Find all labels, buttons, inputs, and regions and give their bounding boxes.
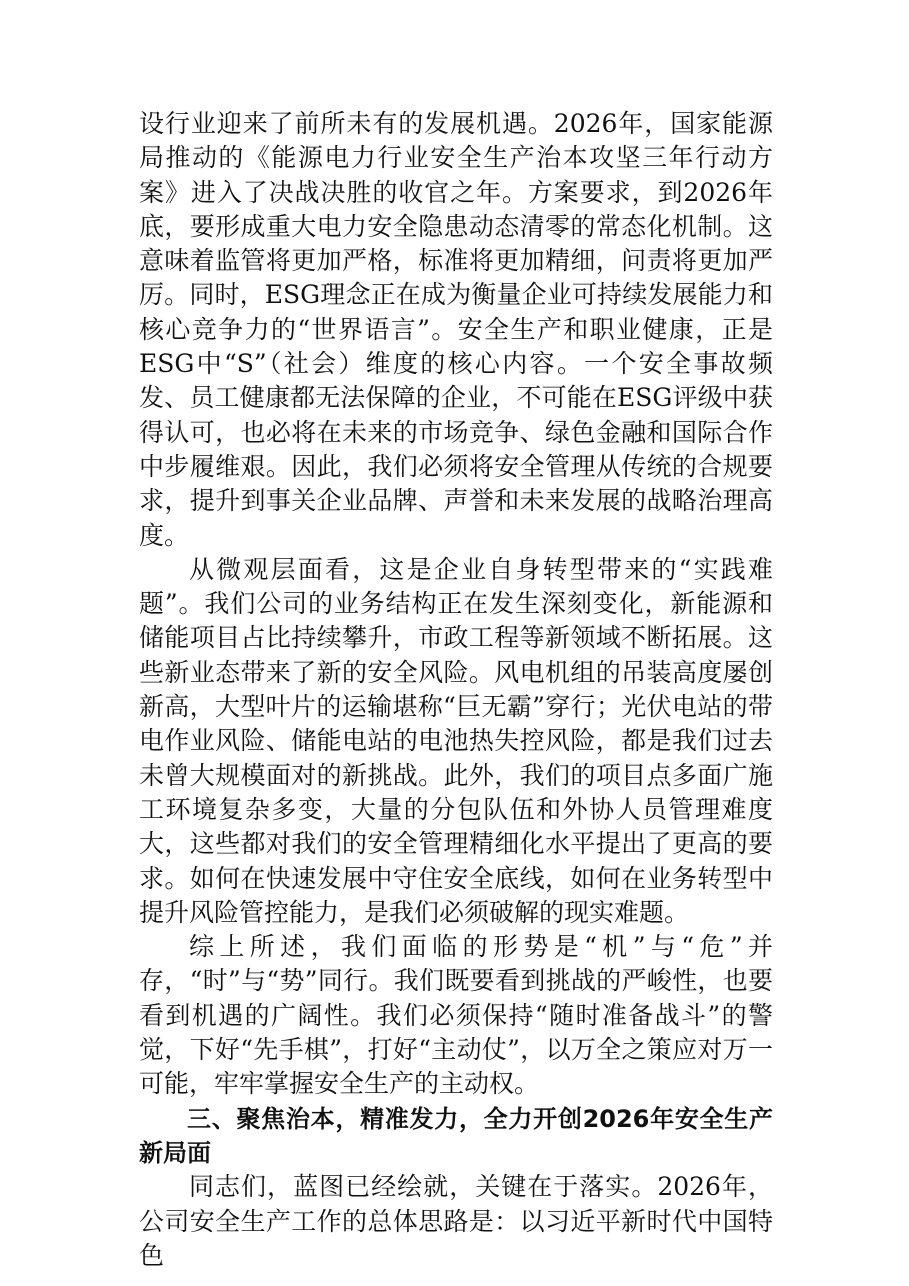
paragraph-closing: 同志们，蓝图已经绘就，关键在于落实。2026年，公司安全生产工作的总体思路是：以习近平新时代中国特色 (139, 1172, 773, 1270)
paragraph-practical-challenges: 从微观层面看，这是企业自身转型带来的“实践难题”。我们公司的业务结构正在发生深刻变化，新能源和储能项目占比持续攀升，市政工程等新领域不断拓展。这些新业态带来了新的安全风险。风电机组的吊装高度屡创新高，大型叶片的运输堪称“巨无霸”穿行；光伏电站的带电作业风险、储能电站的电池热失控风险，都是我们过去未曾大规模面对的新挑战。此外，我们的项目点多面广施工环境复杂多变，大量的分包队伍和外协人员管理难度大，这些都对我们的安全管理精细化水平提出了更高的要求。如何在快速发展中守住安全底线，如何在业务转型中提升风险管控能力，是我们必须破解的现实难题。 (139, 554, 773, 927)
paragraph-esg-context: 设行业迎来了前所未有的发展机遇。2026年，国家能源局推动的《能源电力行业安全生产治本攻坚三年行动方案》进入了决战决胜的收官之年。方案要求，到2026年底，要形成重大电力安全隐患动态清零的常态化机制。这意味着监管将更加严格，标准将更加精细，问责将更加严厉。同时，ESG理念正在成为衡量企业可持续发展能力和核心竞争力的“世界语言”。安全生产和职业健康，正是ESG中“S”（社会）维度的核心内容。一个安全事故频发、员工健康都无法保障的企业，不可能在ESG评级中获得认可，也必将在未来的市场竞争、绿色金融和国际合作中步履维艰。因此，我们必须将安全管理从传统的合规要求，提升到事关企业品牌、声誉和未来发展的战略治理高度。 (139, 109, 773, 550)
section-heading-three: 三、聚焦治本，精准发力，全力开创2026年安全生产新局面 (139, 1104, 773, 1167)
document-body (139, 107, 773, 1273)
paragraph-summary: 综上所述，我们面临的形势是“机”与“危”并存，“时”与“势”同行。我们既要看到挑战的严峻性，也要看到机遇的广阔性。我们必须保持“随时准备战斗”的警觉，下好“先手棋”，打好“主动仗”，以万全之策应对万一可能，牢牢掌握安全生产的主动权。 (139, 932, 773, 1099)
